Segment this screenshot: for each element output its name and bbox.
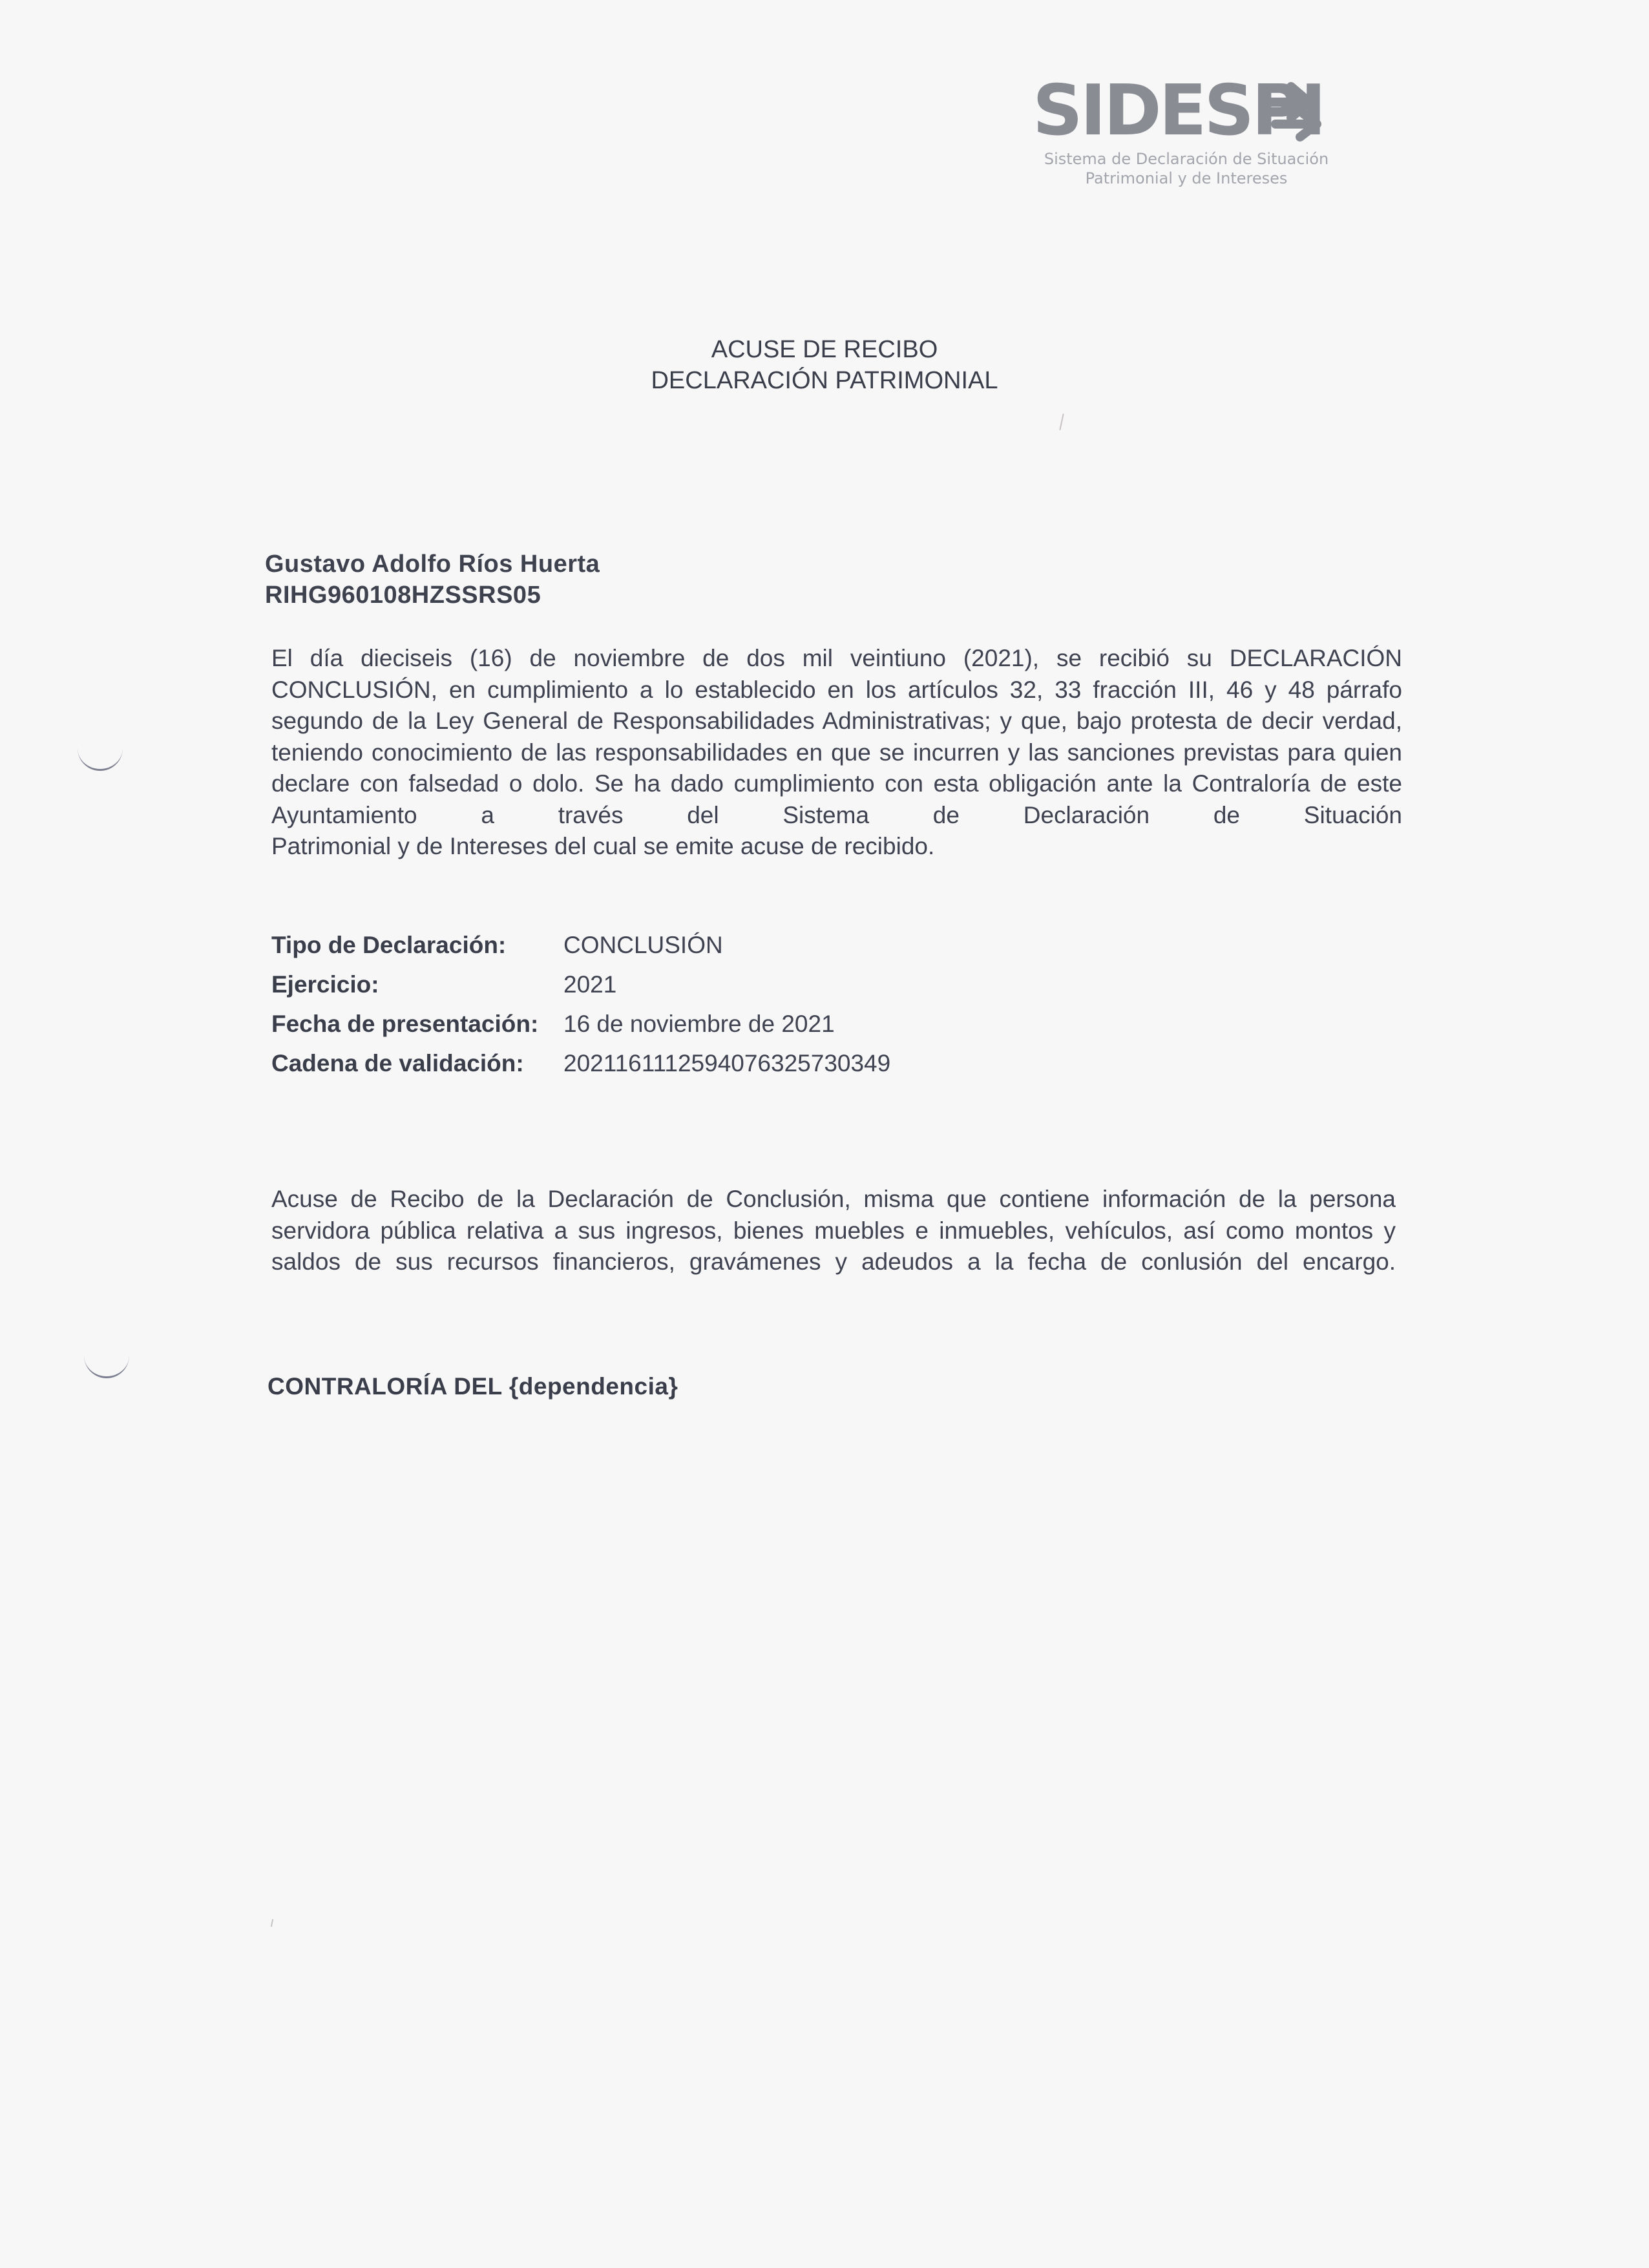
logo-subtitle-line2: Patrimonial y de Intereses [1085,169,1288,187]
punch-hole-mark [78,743,123,771]
declarant-rfc: RIHG960108HZSSRS05 [265,582,541,609]
declaration-description: Acuse de Recibo de la Declaración de Conclusión, misma que contiene información de la persona servidora pública relativa a sus ingresos, bienes muebles e inmuebles, vehículos, así como montos y saldos de sus recursos financieros, gravámenes y adeudos a la fecha de conlusión del encargo. [271,1186,1396,1275]
logo-subtitle-line1: Sistema de Declaración de Situación [1044,150,1329,168]
double-arrow-icon [1254,68,1331,146]
scan-speck [271,1919,273,1927]
logo-wordmark: SIDESPI [1033,70,1324,151]
receipt-paragraph-text: El día dieciseis (16) de noviembre de dos mil veintiuno (2021), se recibió su DECLARACIÓN CONCLUSIÓN, en cumplimiento a lo establecido en los artículos 32, 33 fracción III, 46 y 48 párrafo segundo de la Ley General de Responsabilidades Administrativas; y que, bajo protesta de decir verdad, teniendo conocimiento de las responsabilidades en que se incurren y las sanciones previstas para quien declare con falsedad o dolo. Se ha dado cumplimiento con esta obligación ante la Contraloría de este Ayuntamiento a través del Sistema de Declaración de Situación [271,645,1402,828]
declarant-name: Gustavo Adolfo Ríos Huerta [265,551,600,578]
contraloria-signature: CONTRALORÍA DEL {dependencia} [268,1373,678,1400]
sidespi-logo [1027,65,1350,194]
detail-label: Tipo de Declaración: [271,932,507,958]
detail-label: Fecha de presentación: [271,1011,539,1037]
detail-value: 2021 [563,971,617,998]
punch-hole-mark [84,1350,129,1378]
detail-value: CONCLUSIÓN [563,932,723,958]
receipt-paragraph-last-line: Patrimonial y de Intereses del cual se emite acuse de recibido. [271,833,935,859]
receipt-paragraph [271,643,1402,863]
detail-value: 2021161112594076325730349 [563,1050,891,1076]
document-title: ACUSE DE RECIBO [711,336,938,363]
scan-speck [1059,414,1064,430]
detail-value: 16 de noviembre de 2021 [563,1011,835,1037]
detail-label: Ejercicio: [271,971,379,998]
document-subtitle: DECLARACIÓN PATRIMONIAL [651,367,998,394]
detail-label: Cadena de validación: [271,1050,524,1076]
